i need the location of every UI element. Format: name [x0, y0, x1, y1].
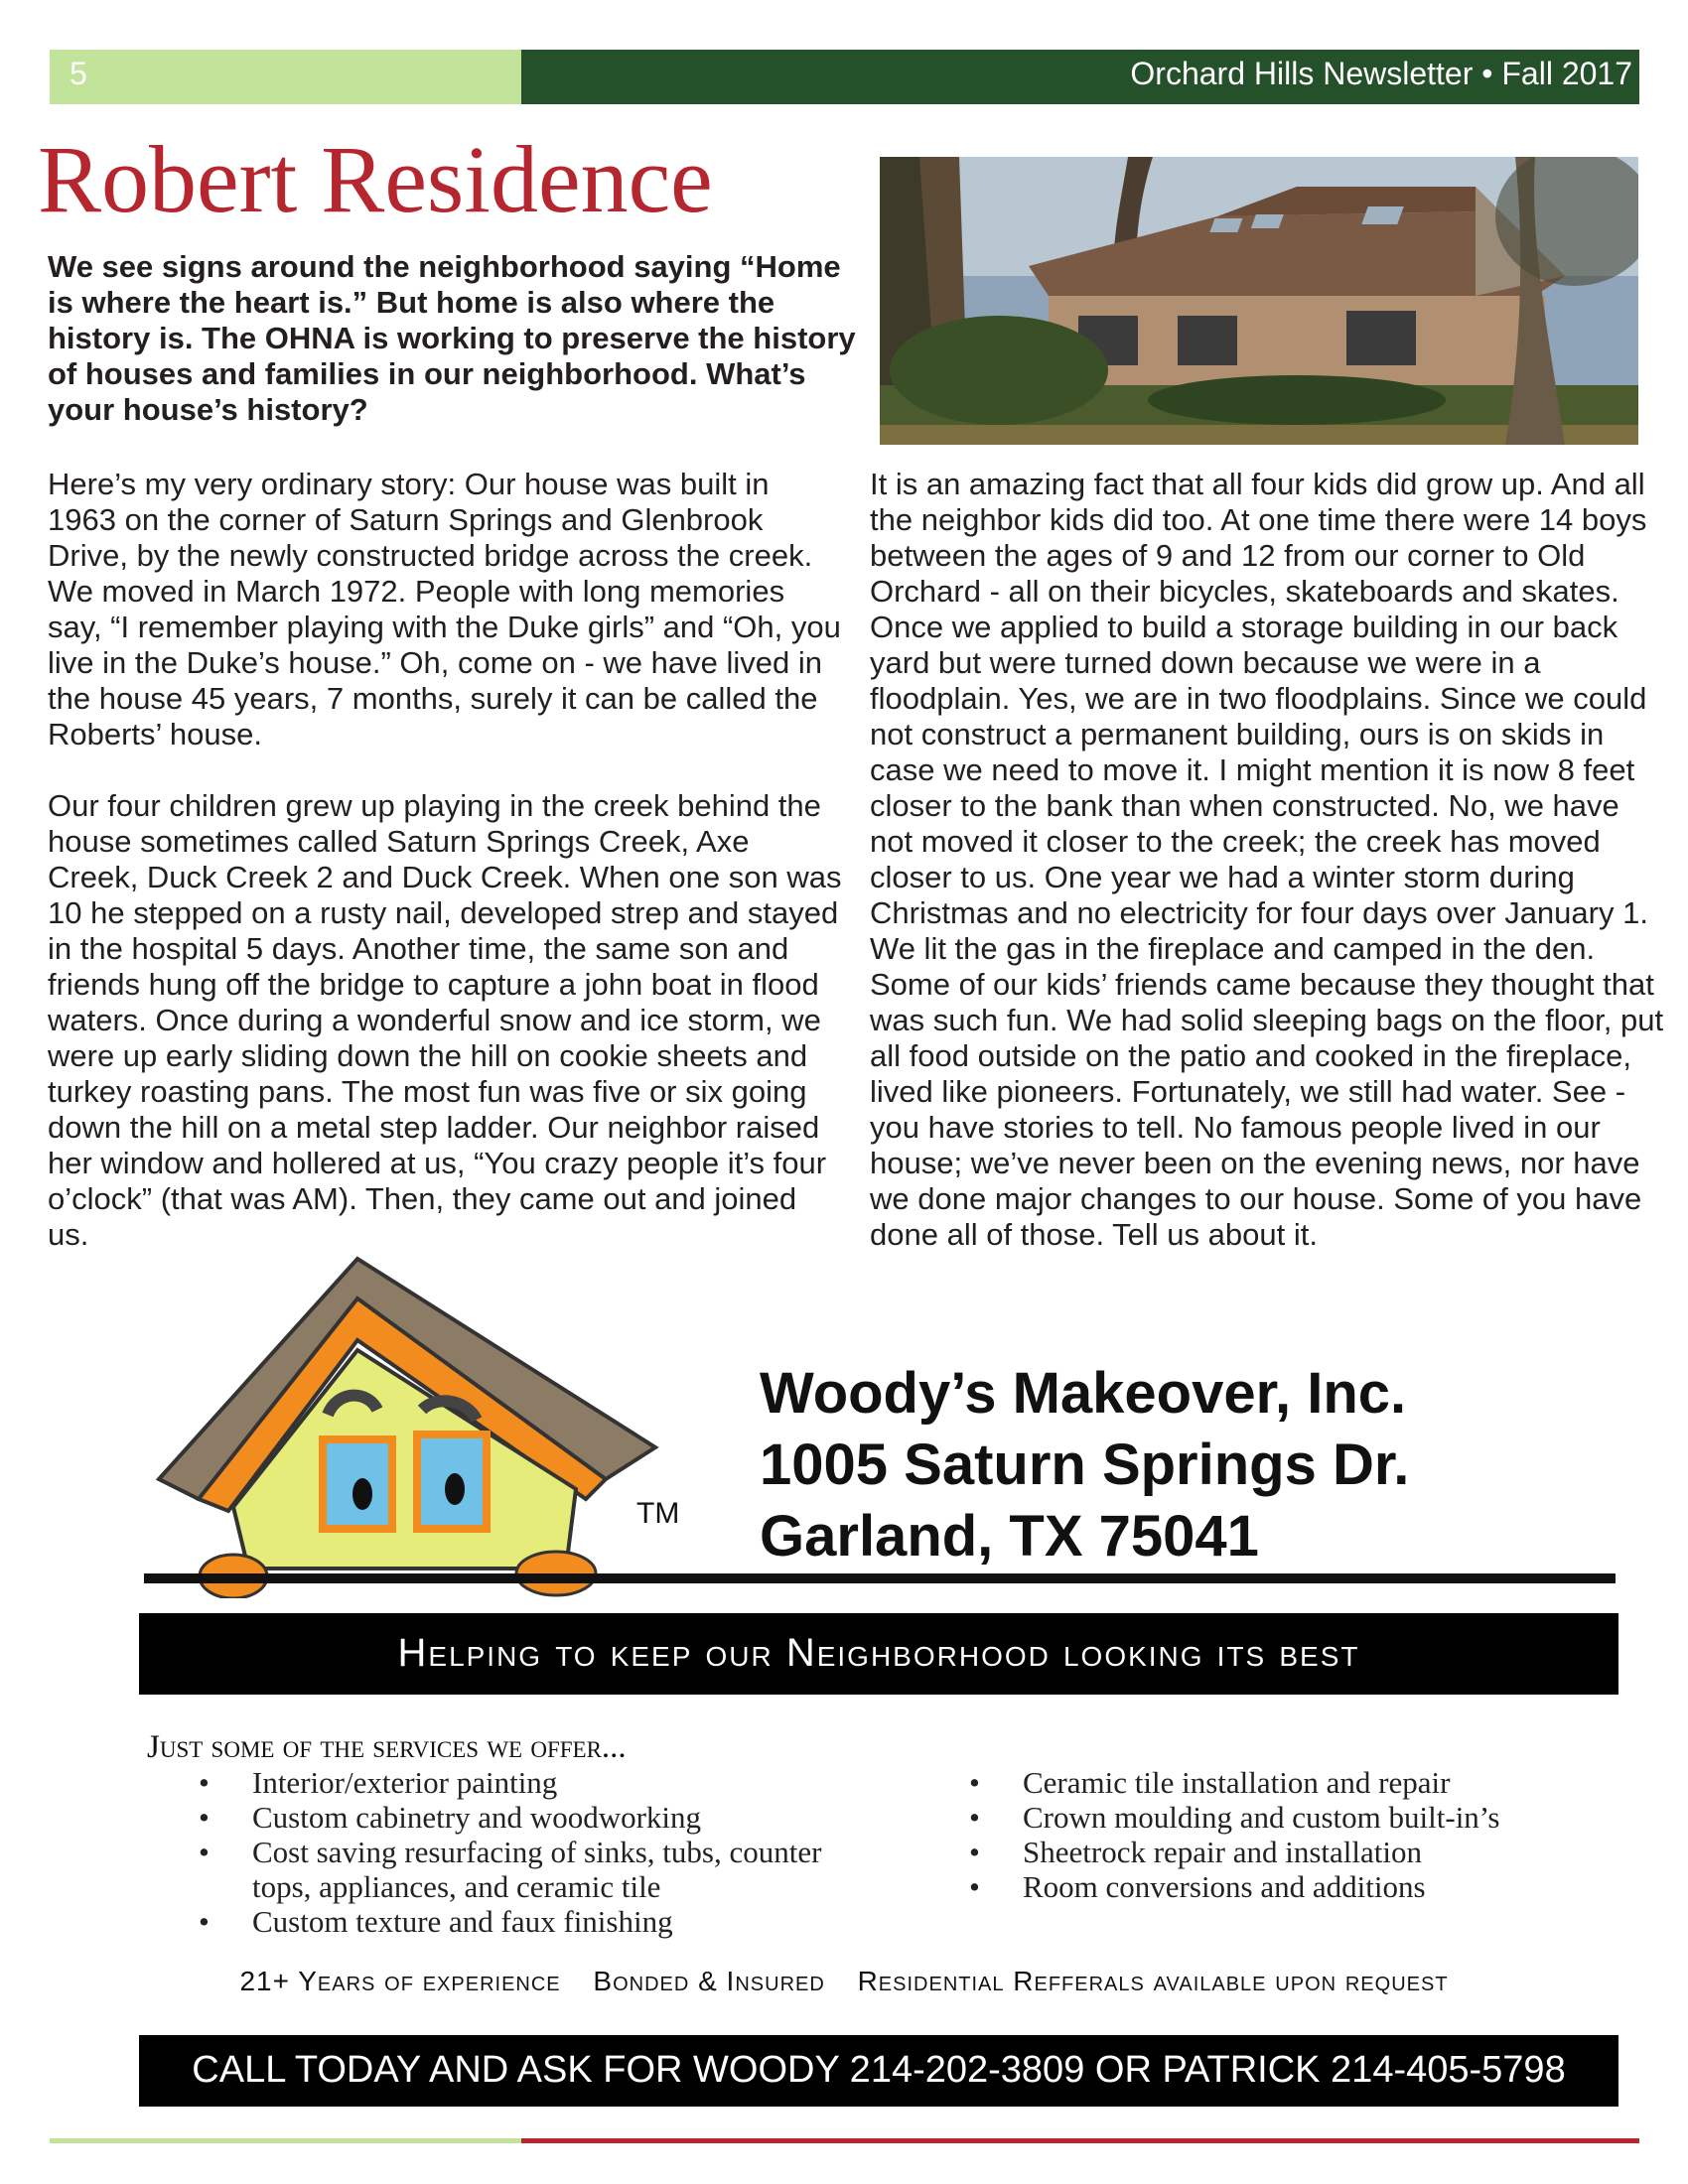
slogan-banner [139, 1613, 1618, 1695]
service-item: • Custom cabinetry and woodworking [197, 1800, 832, 1835]
service-item: • Room conversions and additions [967, 1869, 1603, 1904]
footer-rule-left [50, 2138, 521, 2143]
page-number: 5 [70, 56, 87, 91]
credentials-line [0, 1966, 1688, 1997]
article-paragraph: Our four children grew up playing in the creek behind the house sometimes called Saturn Springs Creek, Axe Creek, Duck Creek 2 and Duck Creek. When one son was 10 he stepped on a rusty nail, developed strep and stayed in the hospital 5 days. Another time, the same son and friends hung off the bridge to capture a john boat in flood waters. Once during a wonderful snow and ice storm, we were up early sliding down the hill on cookie sheets and turkey roasting pans. The most fun was five or six going down the hill on a metal step ladder. Our neighbor raised her window and hollered at us, “You crazy people it’s four o’clock” (that was AM). Then, they came out and joined us. [48, 788, 842, 1252]
credential-bonded: Bonded & Insured [593, 1966, 825, 1996]
company-city: Garland, TX 75041 [760, 1504, 1259, 1569]
service-item: • Interior/exterior painting [197, 1765, 832, 1800]
house-photo-illustration [880, 157, 1638, 445]
ad-divider [144, 1573, 1616, 1583]
trademark-mark: TM [636, 1497, 680, 1530]
service-item: • Crown moulding and custom built-in’s [967, 1800, 1603, 1835]
services-list-right [967, 1765, 1603, 1904]
slogan-text: Helping to keep our Neighborhood looking its best [397, 1631, 1360, 1675]
header-bar-left [50, 50, 521, 104]
service-item: • Sheetrock repair and installation [967, 1835, 1603, 1869]
services-list-left [197, 1765, 832, 1939]
article-lede: We see signs around the neighborhood saying “Home is where the heart is.” But home is also where the history is. The OHNA is working to preserve the history of houses and families in our neighborhood. What’s your house’s history? [48, 249, 856, 427]
service-item: • Custom texture and faux finishing [197, 1904, 832, 1939]
article-paragraph: It is an amazing fact that all four kids did grow up. And all the neighbor kids did too. At one time there were 14 boys between the ages of 9 and 12 from our corner to Old Orchard - all on their bicycles, skateboards and skates. Once we applied to build a storage building in our back yard but were turned down because we were in a floodplain. Yes, we are in two floodplains. Since we could not construct a permanent building, ours is on skids in case we need to move it. I might mention it is now 8 feet closer to the bank than when constructed. No, we have not moved it closer to the creek; the creek has moved closer to us. One year we had a winter storm during Christmas and no electricity for four days over January 1. We lit the gas in the fireplace and camped in the den. Some of our kids’ friends came because they thought that was such fun. We had solid sleeping bags on the floor, put all food outside on the patio and cooked in the fireplace, lived like pioneers. Fortunately, we still had water. See - you have stories to tell. No famous people lived in our house; we’ve never been on the evening news, nor have we done major changes to our house. Some of you have done all of those. Tell us about it. [870, 467, 1664, 1252]
newsletter-title: Orchard Hills Newsletter • Fall 2017 [1130, 56, 1632, 91]
company-name: Woody’s Makeover, Inc. [760, 1361, 1407, 1426]
credential-experience: 21+ Years of experience [239, 1966, 561, 1996]
house-photo [880, 157, 1638, 445]
company-street: 1005 Saturn Springs Dr. [760, 1433, 1410, 1497]
woodys-makeover-ad [0, 1251, 1688, 2124]
services-heading: Just some of the services we offer... [147, 1729, 627, 1765]
call-to-action-text: CALL TODAY AND ASK FOR WOODY 214-202-3809 OR PATRICK 214-405-5798 [192, 2049, 1566, 2091]
article-column-left [48, 467, 842, 1253]
call-to-action-bar [139, 2035, 1618, 2107]
footer-rule-right [521, 2138, 1639, 2143]
service-item: • Cost saving resurfacing of sinks, tubs, counter tops, appliances, and ceramic tile [197, 1835, 832, 1904]
article-title: Robert Residence [38, 126, 713, 232]
house-mascot-logo [139, 1251, 695, 1598]
company-address [760, 1358, 1409, 1572]
article-paragraph: Here’s my very ordinary story: Our house was built in 1963 on the corner of Saturn Springs and Glenbrook Drive, by the newly constructed bridge across the creek. We moved in March 1972. People with long memories say, “I remember playing with the Duke girls” and “Oh, you live in the Duke’s house.” Oh, come on - we have lived in the house 45 years, 7 months, surely it can be called the Roberts’ house. [48, 467, 841, 751]
article-column-right [870, 467, 1664, 1253]
credential-referrals: Residential Refferals available upon request [857, 1966, 1449, 1996]
service-item: • Ceramic tile installation and repair [967, 1765, 1603, 1800]
